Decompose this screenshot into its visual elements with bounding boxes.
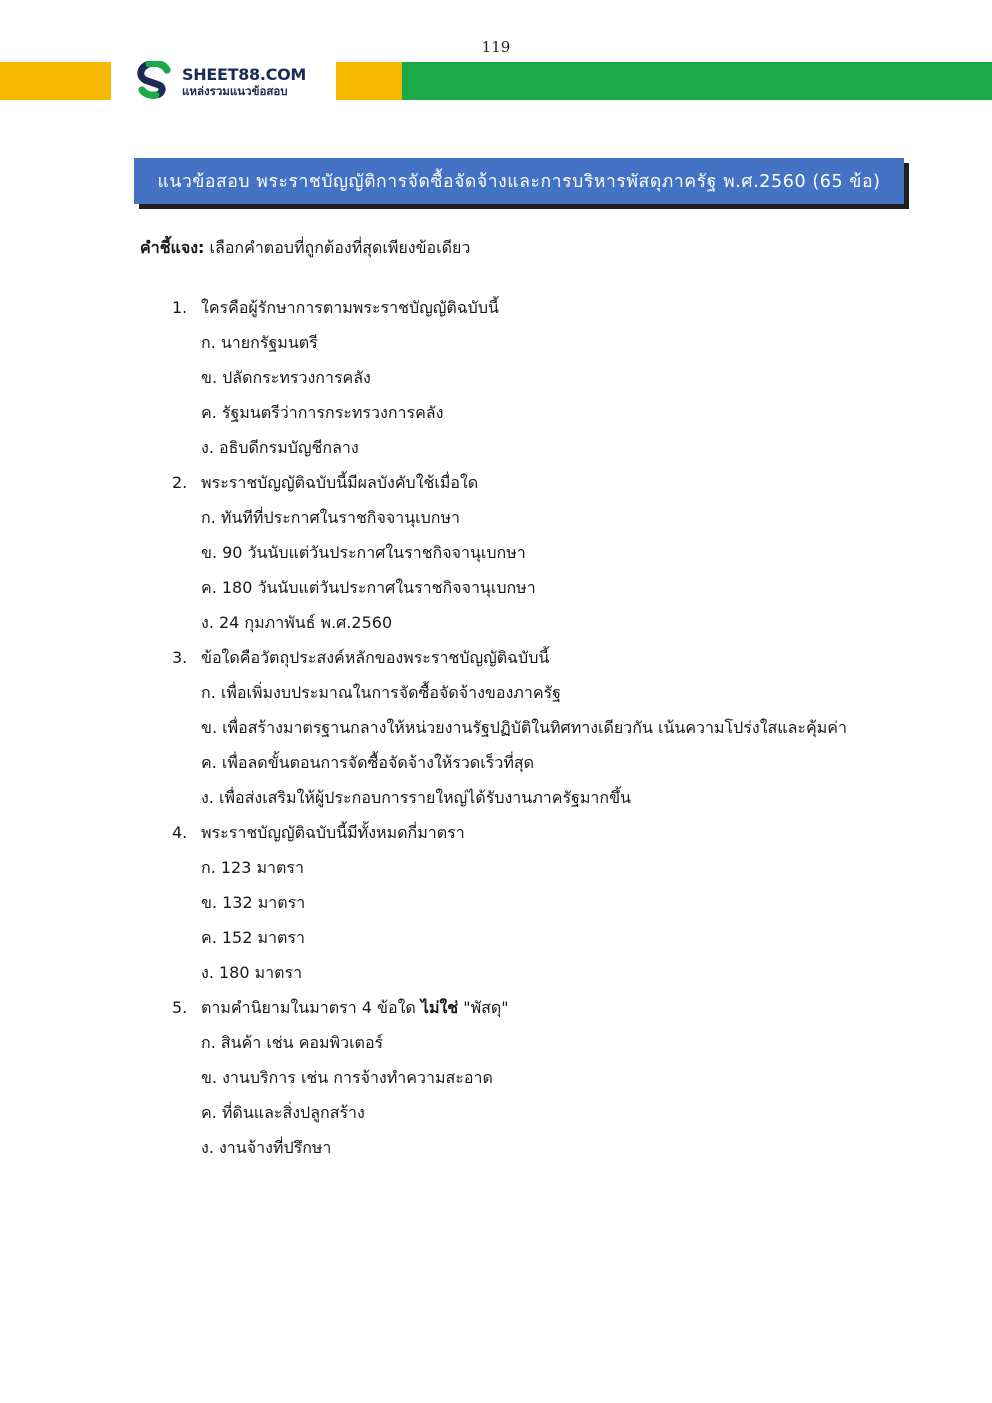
question-2-option-a xyxy=(0,500,992,535)
question-4-option-d xyxy=(0,955,992,990)
question-4 xyxy=(0,815,992,850)
question-1 xyxy=(0,290,992,325)
question-5 xyxy=(0,990,992,1025)
option-text: ข. งานบริการ เช่น การจ้างทำความสะอาด xyxy=(201,1068,493,1087)
instruction-label: คำชี้แจง: xyxy=(140,238,205,257)
option-text: ค. เพื่อลดขั้นตอนการจัดซื้อจัดจ้างให้รวดเร็วที่สุด xyxy=(201,753,535,772)
option-text: ก. นายกรัฐมนตรี xyxy=(201,333,318,352)
question-5-option-a xyxy=(0,1025,992,1060)
option-text: ง. งานจ้างที่ปรึกษา xyxy=(201,1138,332,1157)
question-text xyxy=(201,990,509,1025)
exam-title-box xyxy=(134,158,904,204)
header-band-yellow-left xyxy=(0,62,111,100)
question-2-option-d xyxy=(0,605,992,640)
sheet88-s-logo-icon xyxy=(134,61,174,103)
question-text: ข้อใดคือวัตถุประสงค์หลักของพระราชบัญญัติฉบับนี้ xyxy=(201,648,550,667)
question-2-option-c xyxy=(0,570,992,605)
header-band-green xyxy=(402,62,992,100)
question-1-option-d xyxy=(0,430,992,465)
option-text: ง. 24 กุมภาพันธ์ พ.ศ.2560 xyxy=(201,613,393,632)
option-text: ง. 180 มาตรา xyxy=(201,963,303,982)
question-3-option-d xyxy=(0,780,992,815)
question-number: 1. xyxy=(172,298,188,317)
option-text: ก. 123 มาตรา xyxy=(201,858,304,877)
option-text: ข. 90 วันนับแต่วันประกาศในราชกิจจานุเบกษา xyxy=(201,543,526,562)
question-text-before: ตามคำนิยามในมาตรา 4 ข้อใด xyxy=(201,998,421,1017)
instruction-text: เลือกคำตอบที่ถูกต้องที่สุดเพียงข้อเดียว xyxy=(204,238,471,257)
question-5-option-c xyxy=(0,1095,992,1130)
question-number: 3. xyxy=(172,648,188,667)
question-text-after: "พัสดุ" xyxy=(458,998,509,1017)
question-3-option-b xyxy=(0,710,992,745)
question-3 xyxy=(0,640,992,675)
question-4-option-c xyxy=(0,920,992,955)
question-2-option-b xyxy=(0,535,992,570)
question-2 xyxy=(0,465,992,500)
question-1-option-b xyxy=(0,360,992,395)
header-band-yellow-mid xyxy=(336,62,402,100)
option-text: ค. ที่ดินและสิ่งปลูกสร้าง xyxy=(201,1103,365,1122)
option-text: ข. 132 มาตรา xyxy=(201,893,306,912)
question-3-option-c xyxy=(0,745,992,780)
question-4-option-b xyxy=(0,885,992,920)
option-text: ก. เพื่อเพิ่มงบประมาณในการจัดซื้อจัดจ้างของภาครัฐ xyxy=(201,683,561,702)
logo-subtitle: แหล่งรวมแนวข้อสอบ xyxy=(182,83,288,98)
option-text: ค. 152 มาตรา xyxy=(201,928,305,947)
exam-title: แนวข้อสอบ พระราชบัญญัติการจัดซื้อจัดจ้างและการบริหารพัสดุภาครัฐ พ.ศ.2560 (65 ข้อ) xyxy=(157,172,881,192)
option-text: ค. 180 วันนับแต่วันประกาศในราชกิจจานุเบกษา xyxy=(201,578,536,597)
question-text: พระราชบัญญัติฉบับนี้มีผลบังคับใช้เมื่อใด xyxy=(201,473,479,492)
question-text: ใครคือผู้รักษาการตามพระราชบัญญัติฉบับนี้ xyxy=(201,298,499,317)
question-text-emphasis: ไม่ใช่ xyxy=(420,998,459,1017)
question-1-option-a xyxy=(0,325,992,360)
option-text: ข. เพื่อสร้างมาตรฐานกลางให้หน่วยงานรัฐปฏิบัติในทิศทางเดียวกัน เน้นความโปร่งใสและคุ้มค่า xyxy=(201,718,847,737)
option-text: ค. รัฐมนตรีว่าการกระทรวงการคลัง xyxy=(201,403,444,422)
question-5-option-d xyxy=(0,1130,992,1165)
option-text: ก. สินค้า เช่น คอมพิวเตอร์ xyxy=(201,1033,384,1052)
question-4-option-a xyxy=(0,850,992,885)
question-list xyxy=(0,290,992,1165)
question-text: พระราชบัญญัติฉบับนี้มีทั้งหมดกี่มาตรา xyxy=(201,823,465,842)
option-text: ง. เพื่อส่งเสริมให้ผู้ประกอบการรายใหญ่ได้รับงานภาครัฐมากขึ้น xyxy=(201,788,631,807)
question-number: 4. xyxy=(172,823,188,842)
question-number: 5. xyxy=(172,998,188,1017)
question-5-option-b xyxy=(0,1060,992,1095)
question-3-option-a xyxy=(0,675,992,710)
question-1-option-c xyxy=(0,395,992,430)
option-text: ก. ทันทีที่ประกาศในราชกิจจานุเบกษา xyxy=(201,508,460,527)
instruction xyxy=(140,236,470,261)
page-number: 119 xyxy=(481,38,511,56)
option-text: ง. อธิบดีกรมบัญชีกลาง xyxy=(201,438,359,457)
question-number: 2. xyxy=(172,473,188,492)
logo-title: SHEET88.COM xyxy=(182,64,306,84)
site-logo xyxy=(134,60,330,104)
option-text: ข. ปลัดกระทรวงการคลัง xyxy=(201,368,371,387)
